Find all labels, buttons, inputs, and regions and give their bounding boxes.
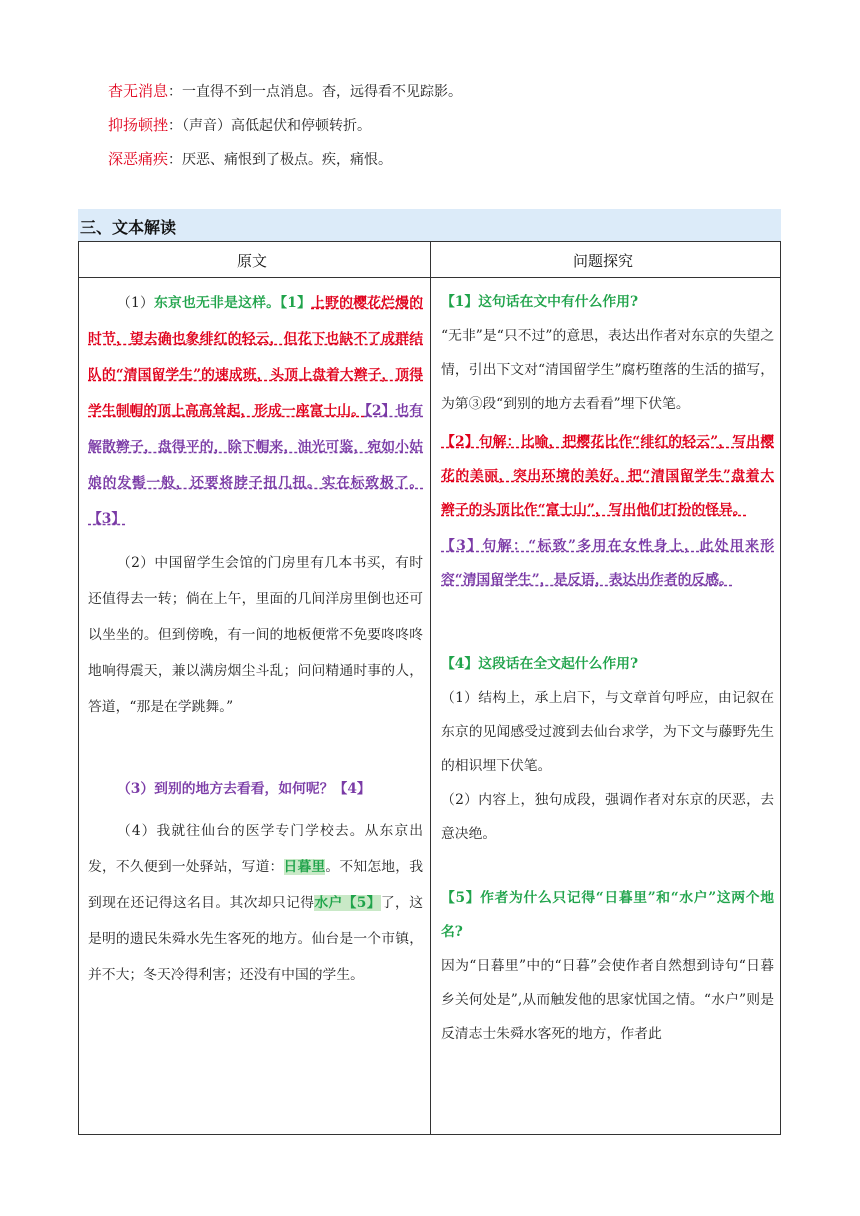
- paragraph-4-text: 。不知怎地，我到现在还记得这名目。其次却只记得: [88, 859, 424, 911]
- section-heading: [78, 209, 781, 242]
- original-text-column: [88, 285, 423, 993]
- question-1-title: 【1】这句话在文中有什么作用?: [441, 294, 639, 310]
- annotated-sentence-2: 上野的樱花烂熳的时节，望去确也象绯红的轻云，但花下也缺不了成群结队的“清国留学生”的速成班，头顶上盘着大辫子，顶得学生制帽的顶上高高耸起，形成一座富士山。: [88, 295, 423, 419]
- question-5-title: 【5】作者为什么只记得“日暮里”和“水户”这两个地名?: [441, 890, 774, 940]
- question-2-note: 【2】句解：比喻，把樱花比作“绯红的轻云”，写出樱花的美丽，突出环境的美好。把“清国留学生”盘着大辫子的头顶比作“富士山”，写出他们打扮的怪异。: [441, 434, 774, 518]
- question-3-note: 【3】句解：“标致”多用在女性身上，此处用来形容“清国留学生”，是反语，表达出作者的反感。: [441, 538, 774, 588]
- column-header-questions: 问题探究: [573, 252, 634, 270]
- paragraph-3: [88, 771, 423, 807]
- vocabulary-list: [108, 78, 788, 180]
- highlight-ribori: 日暮里: [283, 859, 326, 875]
- question-4-title: 【4】这段话在全文起什么作用?: [441, 656, 639, 672]
- paragraph-4: [88, 813, 423, 993]
- header-divider: [79, 277, 780, 278]
- vocab-definition: ：厌恶、痛恨到了极点。疾，痛恨。: [168, 152, 393, 168]
- vocab-definition: ：一直得不到一点消息。杳，远得看不见踪影。: [168, 84, 463, 100]
- annotated-sentence-3: 【2】也有解散辫子，盘得平的，除下帽来，油光可鉴，宛如小姑娘的发髻一般，还要将脖子扭几扭。实在标致极了。【3】: [88, 403, 424, 527]
- vocab-item: [108, 78, 788, 112]
- vocab-definition: ：（声音）高低起伏和停顿转折。: [168, 118, 372, 134]
- vocab-item: [108, 112, 788, 146]
- paragraph-4-text: （4）我就往仙台的医学专门学校去。从东京出发，不久便到一处驿站，写道：: [88, 823, 423, 875]
- column-divider: [430, 242, 431, 1134]
- question-4-answer-2: （2）内容上，独句成段，强调作者对东京的厌恶，去意决绝。: [441, 792, 774, 842]
- question-5-answer: 因为“日暮里”中的“日暮”会使作者自然想到诗句“日暮乡关何处是”,从而触发他的思家忧国之情。“水户”则是反清志士朱舜水客死的地方，作者此: [441, 958, 774, 1042]
- question-4-answer-1: （1）结构上，承上启下，与文章首句呼应，由记叙在东京的见闻感受过渡到去仙台求学，为下文与藤野先生的相识埋下伏笔。: [441, 690, 774, 774]
- column-header-original: 原文: [237, 252, 268, 270]
- questions-column: [441, 285, 774, 1051]
- annotated-sentence-4: （3）到别的地方去看看，如何呢？【4】: [116, 781, 371, 797]
- vocab-term: 抑扬顿挫: [108, 116, 169, 134]
- paragraph-4-text: 了，这是明的遗民朱舜水先生客死的地方。仙台是一个市镇，并不大；冬天冷得利害；还没有中国的学生。: [88, 895, 423, 983]
- vocab-item: [108, 146, 788, 180]
- annotated-sentence-1: 东京也无非是这样。【1】: [154, 295, 312, 311]
- analysis-table: [78, 242, 781, 1135]
- paragraph-1: [88, 285, 423, 537]
- paragraph-number: （1）: [116, 295, 154, 311]
- highlight-shuihu: 水户【5】: [314, 895, 381, 911]
- question-1-answer: “无非”是“只不过”的意思，表达出作者对东京的失望之情，引出下文对“清国留学生”腐朽堕落的生活的描写，为第③段“到别的地方去看看”埋下伏笔。: [441, 328, 774, 412]
- vocab-term: 杳无消息: [108, 82, 169, 100]
- vocab-term: 深恶痛疾: [108, 150, 169, 168]
- section-title: 三、文本解读: [80, 218, 177, 237]
- paragraph-2: （2）中国留学生会馆的门房里有几本书买，有时还值得去一转；倘在上午，里面的几间洋房里倒也还可以坐坐的。但到傍晚，有一间的地板便常不免要咚咚咚地响得震天，兼以满房烟尘斗乱；问问精通时事的人，答道，“那是在学跳舞。”: [88, 555, 423, 715]
